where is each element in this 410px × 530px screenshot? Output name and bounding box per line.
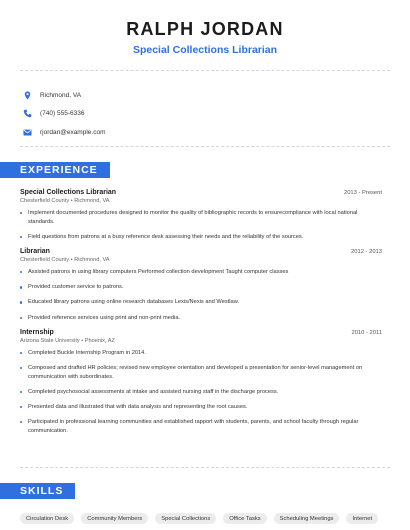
job-bullet: Participated in professional learning communities and established rapport with students, parents, and school faculty through regular communication.: [20, 418, 382, 435]
experience-heading: EXPERIENCE: [0, 162, 110, 178]
job-bullet: Provided customer service to patrons.: [20, 283, 382, 292]
job-bullet: Completed Buckle Internship Program in 2014.: [20, 349, 382, 358]
job-bullet: Presented data and illustrated that with data analysis and representing the root causes.: [20, 403, 382, 412]
candidate-name: RALPH JORDAN: [126, 19, 284, 39]
job-location: Chesterfield County • Richmond, VA: [20, 256, 110, 263]
job-entry: [20, 248, 382, 322]
contact-location-text: Richmond, VA: [40, 91, 82, 99]
job-bullet: Completed psychosocial assessments at intake and assisted nursing staff in the discharge process.: [20, 388, 382, 397]
experience-section: [20, 189, 382, 442]
email-icon: [22, 127, 32, 137]
skills-heading: SKILLS: [0, 483, 75, 499]
skill-chip: Circulation Desk: [20, 513, 74, 524]
job-dates: 2010 - 2011: [351, 329, 382, 336]
job-location: Chesterfield County • Richmond, VA: [20, 198, 110, 204]
job-bullet: Implement documented procedures designed to monitor the quality of bibliographic records to ensurecompliance with local national standards.: [20, 209, 382, 226]
skill-chip: Scheduling Meetings: [274, 513, 340, 524]
skill-chip: Community Members: [81, 513, 148, 524]
job-entry: [20, 189, 382, 241]
skill-chip: Internet: [346, 513, 378, 524]
location-pin-icon: [22, 90, 32, 100]
resume-header: [0, 0, 410, 56]
job-bullet: Assisted patrons in using library computers Performed collection development Taught computer classes: [20, 268, 382, 277]
job-title: Special Collections Librarian: [20, 189, 117, 196]
contact-email-text: rjordan@example.com: [40, 128, 106, 136]
job-bullet: Educated library patrons using online research databases Lexis/Nexis and Westlaw.: [20, 298, 382, 307]
job-title: Librarian: [20, 247, 50, 255]
contact-phone-text: (740) 555-6336: [40, 110, 85, 118]
phone-icon: [22, 109, 32, 119]
skills-list: [20, 513, 378, 524]
skill-chip: Special Collections: [155, 513, 216, 524]
skill-chip: Office Tasks: [223, 513, 266, 524]
job-entry: [20, 329, 382, 436]
experience-divider: [20, 467, 390, 468]
job-location: Arizona State University • Phoenix, AZ: [20, 337, 115, 344]
contact-phone: [22, 105, 410, 124]
contact-divider: [20, 146, 390, 147]
job-bullet: Field questions from patrons at a busy reference desk assessing their needs and the reliability of the sources.: [20, 233, 382, 242]
contact-location: [22, 86, 410, 105]
job-title: Internship: [20, 328, 54, 336]
job-dates: 2012 - 2013: [351, 248, 382, 255]
job-bullet: Provided reference services using print and non-print media.: [20, 314, 382, 323]
candidate-title: Special Collections Librarian: [132, 44, 278, 56]
contact-email: [22, 123, 410, 142]
job-bullet: Composed and drafted HR policies; revised new employee orientation and developed a presentation for senior-level management on communication with subordinates.: [20, 364, 382, 381]
job-dates: 2013 - Present: [343, 190, 382, 196]
contact-list: [0, 71, 410, 142]
